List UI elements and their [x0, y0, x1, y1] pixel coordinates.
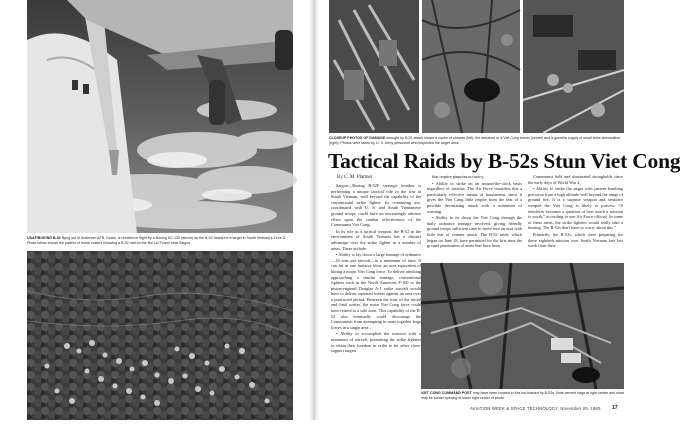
tunnel-entrance-photo [422, 0, 520, 133]
article-column-1 [331, 183, 421, 403]
command-post-photo [421, 263, 624, 389]
caption-text: may have been located in this hut blasted by B-52s. Note cement bags at right center and what may be tunnel opening at lower right center of photo. [421, 391, 624, 400]
caption-lead: CLOSEUP PHOTOS OF DAMAGE [329, 136, 386, 140]
paragraph: • Ability to tie down the Viet Cong through the daily ordnance tonnage involved, giving friendly ground troops sufficient time to move into an area with little fear of counter attack. The B-52 raids, which began on June 18, have permitted for the first time the ground penetration of areas that have been [427, 215, 522, 249]
page-number: 17 [612, 405, 618, 411]
shovel-cache-photo [329, 0, 419, 133]
damage-caption [329, 136, 624, 145]
paragraph: Saigon—Boeing B-52F strategic bomber is performing a unique tactical role in the war in South Vietnam, well beyond the capability of the conventional strike fighter. Its continuing use, coordinated with U. S. and South Vietnamese ground troops, could have an increasingly adverse effect upon the combat effectiveness of the Communist Viet Cong. [331, 183, 421, 228]
caption-text: flying out of Andersen AFB, Guam, is refueled in flight by a Boeing KC-135 (above) as the B-52 heads for a target in South Vietnam's Zone D. Photo below shows the pattern of bomb craters following a B-52 raid on the Boi Loi Forest near Saigon. [27, 236, 287, 245]
page-gutter [309, 0, 319, 420]
byline: By C. M. Plattner [337, 175, 373, 180]
paragraph: In its role as a tactical weapon, the B-52 in the environment of South Vietnam has a distinct advantage over the strike fighter in a number of areas. These include: [331, 228, 421, 251]
paragraph: Primarily, the B-52s, which were preparing for these eightieth mission over South Vietnam late last week from their [528, 231, 623, 249]
refueling-photo [27, 0, 293, 233]
ammunition-supply-photo [523, 0, 624, 133]
paragraph: Communist held and dominated strongholds since the early days of World War 2. [528, 174, 623, 185]
paragraph: • Ability to accomplish the mission with a minimum of aircraft, permitting the strike fighters to retain their freedom in order to hit other close-support targets [331, 331, 421, 354]
paragraph: • Ability to lay down a large tonnage of ordnance—16 tons per aircraft—in a minimum of time. It can hit as one massive blow an area equivalent of hitting a major Viet Cong force. To deliver anything approaching a similar tonnage, conventional fighters such as the North American F-100 or the piston-engined Douglas A-1 strike aircraft would have to deliver repeated sorties against an area over a protracted period. Between the time of the initial and final sorties, the main Viet Cong force could have retired to a safe zone. This capability of the B-52 also eventually could discourage the Communists from attempting to mass together large forces in a single area. [331, 252, 421, 330]
caption-text: wrought by B-52 attack shows a cache of shovels (left), the entrance to a Viet Cong tunnel (center) and a guerrilla supply of small arms ammunition (right). Photos were taken by U. S. Army personnel who inspected the target area. [329, 136, 621, 145]
headline: Tactical Raids by B-52s Stun Viet Cong [328, 149, 680, 173]
article-column-2 [427, 174, 522, 262]
caption-lead: VIET CONG COMMAND POST [421, 391, 472, 395]
bomb-crater-photo [27, 251, 293, 420]
paragraph: • Ability to strike the target with pattern-bombing precision from a high altitude well beyond the range of ground fire. It is a surprise weapon and sensitive weapon the Viet Cong is likely to possess. “It interferes becomes a question of how much a mission is worth,” according to one Air Force official. In some of these areas, the strike fighters would really take a beating. The B-52s don't have to worry about this.” [528, 186, 623, 231]
paragraph: • Ability to strike on an around-the-clock basis regardless of weather. The Air Force considers this a particularly effective means of harassment, since it gives the Viet Cong little respite from the fear of a possible devastating attack with a minimum of warning. [427, 180, 522, 214]
command-post-caption [421, 391, 624, 400]
caption-lead: USAF/BOEING B-52 [27, 236, 61, 240]
article-column-3 [528, 174, 623, 262]
paragraph: that require pinpoint accuracy. [432, 174, 485, 179]
footer-publication-line: AVIATION WEEK & SPACE TECHNOLOGY, November 29, 1965 [470, 406, 601, 411]
b52-refueling-caption [27, 236, 293, 245]
